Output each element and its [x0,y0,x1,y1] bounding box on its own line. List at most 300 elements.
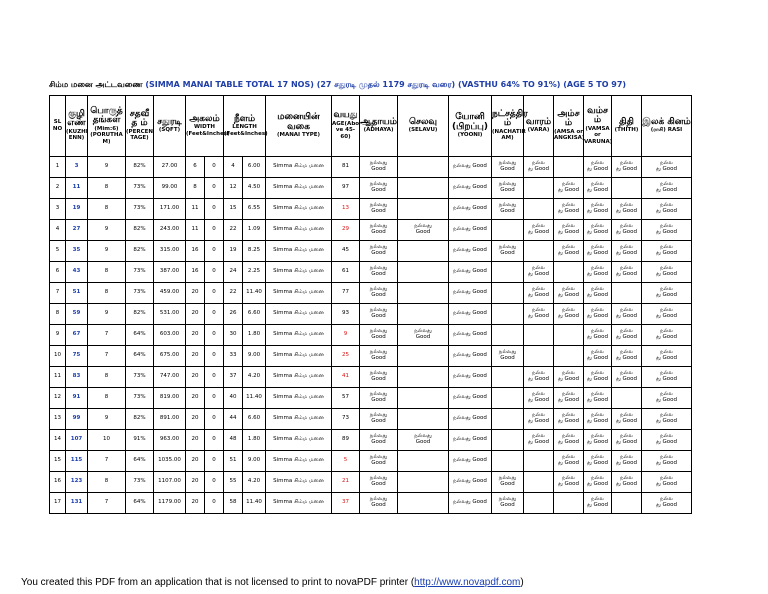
cell-width-feet: 8 [186,178,205,199]
cell-rasi [642,388,692,409]
cell-length-feet: 55 [224,472,243,493]
cell-vara-en: து Good [528,313,550,319]
cell-rasi-ta: நல்ல [660,454,673,461]
cell-vamsa [584,388,612,409]
table-row [50,157,692,178]
cell-amsa [554,493,584,514]
cell-rasi-en: து Good [656,229,678,235]
cell-amsa [554,409,584,430]
cell-yooni: நல்லது Good [449,346,492,367]
cell-thithi-en: து Good [616,460,638,466]
header-nachatiram: நட்சத்திர ம் (NACHATIR AM) [492,96,524,157]
cell-age: 37 [332,493,360,514]
cell-nachatiram-en: Good [500,502,515,508]
cell-thithi-ta: நல்ல [620,328,633,335]
cell-vamsa-en: து Good [587,397,609,403]
cell-nachatiram-ta: நல்லது [498,349,517,356]
header-thithi: திதி (THITH) [612,96,642,157]
cell-rasi-en: து Good [656,271,678,277]
cell-yooni: நல்லது Good [449,388,492,409]
cell-thithi-ta: நல்ல [620,244,633,251]
cell-adhaya [360,304,398,325]
cell-length-inches: 6.55 [243,199,266,220]
cell-rasi-ta: நல்ல [660,433,673,440]
cell-manai-type: Simma சிம்ம மனை [266,388,332,409]
cell-vara [524,451,554,472]
header-porutham: பொருத் தங்கள் (Mim:6) (PORUTHA M) [88,96,126,157]
cell-nachatiram-en: Good [500,187,515,193]
cell-adhaya-en: Good [371,292,386,298]
cell-sqft: 819.00 [154,388,186,409]
cell-kuzhi: 107 [66,430,88,451]
cell-width-feet: 20 [186,346,205,367]
cell-vara [524,346,554,367]
cell-porutham: 9 [88,304,126,325]
cell-rasi-ta: நல்ல [660,391,673,398]
cell-sqft: 1179.00 [154,493,186,514]
cell-width-feet: 16 [186,262,205,283]
cell-width-inches: 0 [205,451,224,472]
cell-selavu [398,304,449,325]
cell-selavu-en: Good [415,229,431,235]
cell-amsa-ta: நல்ல [562,223,575,230]
cell-adhaya-en: Good [371,271,386,277]
cell-manai-type: Simma சிம்ம மனை [266,472,332,493]
cell-width-feet: 11 [186,220,205,241]
cell-adhaya-en: Good [371,460,386,466]
cell-rasi-en: து Good [656,166,678,172]
cell-vamsa-en: து Good [587,355,609,361]
cell-width-inches: 0 [205,220,224,241]
cell-manai-type: Simma சிம்ம மனை [266,451,332,472]
header-rasi: இலக் கினம் (ராசி) RASI [642,96,692,157]
cell-nachatiram [492,325,524,346]
cell-thithi-en: து Good [616,481,638,487]
footer-link[interactable]: http://www.novapdf.com [414,577,521,588]
cell-yooni: நல்லது Good [449,430,492,451]
cell-sl: 8 [50,304,66,325]
cell-vara [524,304,554,325]
cell-vamsa-ta: நல்ல [591,349,604,356]
cell-vamsa-en: து Good [587,292,609,298]
cell-width-inches: 0 [205,157,224,178]
cell-thithi [612,220,642,241]
cell-sqft: 531.00 [154,304,186,325]
header-yooni: யோனி (பிறப்பு) (YOONI) [449,96,492,157]
cell-yooni: நல்லது Good [449,178,492,199]
cell-adhaya-en: Good [371,376,386,382]
table-row [50,367,692,388]
table-row [50,493,692,514]
cell-vara-ta: நல்ல [532,391,545,398]
cell-vara [524,157,554,178]
header-percentage: சதவீ த ம் (PERCEN TAGE) [126,96,154,157]
cell-rasi-en: து Good [656,481,678,487]
cell-percentage: 82% [126,304,154,325]
cell-length-inches: 6.60 [243,409,266,430]
cell-vamsa [584,304,612,325]
cell-kuzhi: 67 [66,325,88,346]
table-row [50,430,692,451]
cell-thithi-en: து Good [616,313,638,319]
cell-amsa-en: து Good [558,229,580,235]
cell-rasi-ta: நல்ல [660,328,673,335]
cell-vamsa-ta: நல்ல [591,223,604,230]
cell-rasi [642,241,692,262]
cell-adhaya-ta: நல்லது [369,181,388,188]
cell-vamsa-en: து Good [587,229,609,235]
cell-manai-type: Simma சிம்ம மனை [266,220,332,241]
cell-adhaya [360,178,398,199]
cell-nachatiram-ta: நல்லது [498,160,517,167]
table-row [50,178,692,199]
cell-porutham: 8 [88,199,126,220]
cell-vamsa-ta: நல்ல [591,286,604,293]
cell-vamsa-en: து Good [587,460,609,466]
cell-adhaya [360,430,398,451]
cell-vara [524,367,554,388]
cell-age: 77 [332,283,360,304]
cell-length-inches: 1.80 [243,430,266,451]
cell-adhaya-ta: நல்லது [369,202,388,209]
cell-age: 93 [332,304,360,325]
cell-age: 73 [332,409,360,430]
cell-vara-ta: நல்ல [532,265,545,272]
cell-vara-ta: நல்ல [532,223,545,230]
cell-adhaya-en: Good [371,187,386,193]
cell-porutham: 9 [88,241,126,262]
cell-vamsa-ta: நல்ல [591,433,604,440]
cell-thithi [612,325,642,346]
cell-selavu-ta: நல்லது [414,223,432,230]
cell-porutham: 9 [88,157,126,178]
table-row [50,409,692,430]
cell-kuzhi: 75 [66,346,88,367]
header-age: வயது AGE(Abo ve 45-60) [332,96,360,157]
cell-yooni: நல்லது Good [449,241,492,262]
cell-selavu-en: Good [415,334,431,340]
cell-nachatiram [492,346,524,367]
cell-yooni: நல்லது Good [449,325,492,346]
cell-vara-en: து Good [528,271,550,277]
cell-amsa [554,346,584,367]
cell-length-feet: 22 [224,220,243,241]
cell-vara [524,325,554,346]
cell-rasi-ta: நல்ல [660,370,673,377]
cell-vamsa [584,283,612,304]
cell-amsa-ta: நல்ல [562,181,575,188]
cell-adhaya [360,409,398,430]
cell-thithi [612,388,642,409]
cell-thithi-ta: நல்ல [620,454,633,461]
cell-age: 61 [332,262,360,283]
cell-width-inches: 0 [205,472,224,493]
header-selavu: செலவு (SELAVU) [398,96,449,157]
cell-amsa-en: து Good [558,250,580,256]
cell-porutham: 9 [88,409,126,430]
cell-sl: 1 [50,157,66,178]
cell-nachatiram [492,199,524,220]
cell-thithi-en: து Good [616,208,638,214]
cell-sl: 17 [50,493,66,514]
cell-amsa-ta: நல்ல [562,307,575,314]
table-row [50,346,692,367]
cell-age: 29 [332,220,360,241]
cell-adhaya-en: Good [371,313,386,319]
cell-adhaya-en: Good [371,334,386,340]
cell-kuzhi: 59 [66,304,88,325]
table-row [50,199,692,220]
cell-selavu [398,178,449,199]
cell-manai-type: Simma சிம்ம மனை [266,283,332,304]
cell-amsa [554,241,584,262]
cell-sqft: 963.00 [154,430,186,451]
cell-sqft: 603.00 [154,325,186,346]
cell-adhaya [360,472,398,493]
cell-vara [524,493,554,514]
cell-thithi-ta: நல்ல [620,433,633,440]
cell-adhaya-en: Good [371,229,386,235]
cell-kuzhi: 43 [66,262,88,283]
cell-thithi [612,472,642,493]
cell-vamsa-en: து Good [587,418,609,424]
cell-thithi-en: து Good [616,229,638,235]
cell-sqft: 387.00 [154,262,186,283]
cell-width-feet: 20 [186,388,205,409]
cell-rasi [642,409,692,430]
cell-length-feet: 48 [224,430,243,451]
cell-width-feet: 6 [186,157,205,178]
cell-vara [524,220,554,241]
cell-vamsa-en: து Good [587,313,609,319]
cell-sl: 4 [50,220,66,241]
cell-nachatiram [492,472,524,493]
cell-percentage: 73% [126,199,154,220]
cell-kuzhi: 115 [66,451,88,472]
cell-nachatiram-en: Good [500,250,515,256]
cell-rasi-en: து Good [656,418,678,424]
cell-vamsa-en: து Good [587,334,609,340]
cell-thithi [612,283,642,304]
cell-thithi [612,304,642,325]
cell-width-feet: 20 [186,283,205,304]
cell-vamsa-en: து Good [587,481,609,487]
cell-yooni: நல்லது Good [449,409,492,430]
cell-amsa [554,283,584,304]
cell-nachatiram [492,451,524,472]
cell-amsa [554,451,584,472]
cell-amsa-en: து Good [558,418,580,424]
cell-width-inches: 0 [205,262,224,283]
cell-manai-type: Simma சிம்ம மனை [266,367,332,388]
cell-adhaya-ta: நல்லது [369,223,388,230]
cell-thithi-en: து Good [616,355,638,361]
cell-rasi-ta: நல்ல [660,412,673,419]
cell-nachatiram-en: Good [500,166,515,172]
cell-percentage: 73% [126,388,154,409]
cell-rasi-en: து Good [656,250,678,256]
cell-selavu [398,451,449,472]
cell-adhaya-en: Good [371,208,386,214]
cell-length-inches: 11.40 [243,493,266,514]
cell-width-feet: 20 [186,472,205,493]
cell-vara-ta: நல்ல [532,286,545,293]
cell-rasi-ta: நல்ல [660,223,673,230]
cell-nachatiram-en: Good [500,355,515,361]
cell-length-inches: 11.40 [243,388,266,409]
cell-width-inches: 0 [205,388,224,409]
cell-vamsa-en: து Good [587,208,609,214]
cell-amsa [554,325,584,346]
header-adhaya: ஆதாயம் (ADHAYA) [360,96,398,157]
cell-nachatiram-en: Good [500,481,515,487]
cell-rasi [642,493,692,514]
cell-selavu [398,430,449,451]
header-row [50,96,692,157]
header-vara: வாரம் (VARA) [524,96,554,157]
cell-adhaya [360,388,398,409]
cell-width-feet: 20 [186,304,205,325]
cell-length-feet: 26 [224,304,243,325]
cell-age: 9 [332,325,360,346]
cell-thithi-ta: நல்ல [620,475,633,482]
cell-manai-type: Simma சிம்ம மனை [266,325,332,346]
cell-sl: 14 [50,430,66,451]
cell-nachatiram [492,409,524,430]
cell-selavu [398,325,449,346]
cell-vamsa-ta: நல்ல [591,496,604,503]
cell-amsa [554,304,584,325]
cell-rasi-ta: நல்ல [660,475,673,482]
cell-amsa [554,157,584,178]
cell-nachatiram-en: Good [500,208,515,214]
cell-kuzhi: 83 [66,367,88,388]
header-vamsa: வம்ச ம் (VAMSA or VARUNA) [584,96,612,157]
cell-vara-ta: நல்ல [532,160,545,167]
cell-rasi-ta: நல்ல [660,307,673,314]
footer-close: ) [520,577,524,588]
cell-thithi [612,409,642,430]
title-age: (AGE 5 TO 97) [563,80,627,89]
table-title [49,80,689,90]
cell-thithi-en: து Good [616,250,638,256]
cell-porutham: 7 [88,493,126,514]
cell-vara-en: து Good [528,292,550,298]
cell-sl: 16 [50,472,66,493]
cell-selavu-en: Good [415,439,431,445]
cell-nachatiram [492,262,524,283]
cell-adhaya-en: Good [371,439,386,445]
cell-rasi [642,283,692,304]
cell-vamsa-ta: நல்ல [591,328,604,335]
cell-thithi [612,241,642,262]
cell-length-inches: 4.50 [243,178,266,199]
cell-amsa-en: து Good [558,313,580,319]
cell-sl: 13 [50,409,66,430]
cell-porutham: 8 [88,283,126,304]
cell-adhaya [360,493,398,514]
cell-sqft: 891.00 [154,409,186,430]
cell-adhaya-en: Good [371,166,386,172]
cell-percentage: 64% [126,451,154,472]
cell-percentage: 64% [126,493,154,514]
cell-thithi-ta: நல்ல [620,370,633,377]
cell-width-feet: 20 [186,325,205,346]
cell-yooni: நல்லது Good [449,472,492,493]
header-sqft: சதுரடி (SQFT) [154,96,186,157]
cell-percentage: 73% [126,178,154,199]
cell-sl: 12 [50,388,66,409]
cell-adhaya [360,262,398,283]
cell-kuzhi: 11 [66,178,88,199]
cell-thithi [612,451,642,472]
cell-rasi [642,304,692,325]
cell-porutham: 8 [88,178,126,199]
cell-vamsa [584,199,612,220]
title-prefix: சிம்ம மனை அட்டவணை [49,80,143,89]
cell-percentage: 73% [126,367,154,388]
cell-manai-type: Simma சிம்ம மனை [266,199,332,220]
cell-kuzhi: 91 [66,388,88,409]
cell-nachatiram-ta: நல்லது [498,496,517,503]
cell-adhaya-ta: நல்லது [369,244,388,251]
cell-length-feet: 24 [224,262,243,283]
cell-age: 41 [332,367,360,388]
cell-yooni: நல்லது Good [449,262,492,283]
cell-width-inches: 0 [205,283,224,304]
header-manai-type: மனையின் வகை (MANAI TYPE) [266,96,332,157]
cell-rasi-ta: நல்ல [660,181,673,188]
cell-nachatiram-ta: நல்லது [498,475,517,482]
cell-nachatiram [492,157,524,178]
cell-thithi-en: து Good [616,418,638,424]
cell-selavu [398,346,449,367]
cell-nachatiram-ta: நல்லது [498,244,517,251]
table-row [50,325,692,346]
cell-age: 25 [332,346,360,367]
cell-adhaya-ta: நல்லது [369,307,388,314]
cell-length-inches: 1.09 [243,220,266,241]
cell-vamsa [584,241,612,262]
cell-selavu [398,220,449,241]
cell-width-inches: 0 [205,493,224,514]
cell-vara-en: து Good [528,397,550,403]
cell-thithi-ta: நல்ல [620,160,633,167]
cell-amsa [554,262,584,283]
cell-manai-type: Simma சிம்ம மனை [266,262,332,283]
cell-nachatiram-ta: நல்லது [498,181,517,188]
cell-selavu [398,283,449,304]
cell-thithi-ta: நல்ல [620,223,633,230]
cell-vara-en: து Good [528,229,550,235]
cell-sqft: 1035.00 [154,451,186,472]
cell-vamsa [584,451,612,472]
cell-sqft: 99.00 [154,178,186,199]
cell-width-inches: 0 [205,430,224,451]
cell-length-feet: 12 [224,178,243,199]
cell-percentage: 64% [126,325,154,346]
cell-rasi-en: து Good [656,460,678,466]
cell-length-inches: 4.20 [243,367,266,388]
cell-rasi-ta: நல்ல [660,286,673,293]
cell-manai-type: Simma சிம்ம மனை [266,241,332,262]
cell-thithi [612,367,642,388]
cell-amsa [554,388,584,409]
table-row [50,262,692,283]
cell-adhaya [360,451,398,472]
footer-notice [21,577,524,588]
cell-adhaya-ta: நல்லது [369,475,388,482]
